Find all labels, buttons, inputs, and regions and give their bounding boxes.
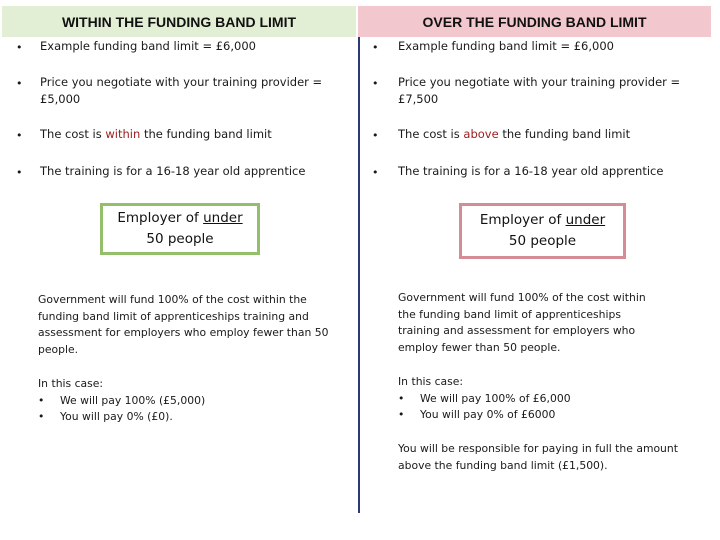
left-price-line2: £5,000	[40, 92, 81, 106]
left-cost-highlight: within	[105, 127, 141, 141]
right-cost-row	[398, 126, 708, 143]
left-row-4-bullet: •	[16, 166, 23, 179]
right-row-3-bullet: •	[372, 129, 379, 142]
left-case-item-2	[38, 409, 330, 426]
right-case-block	[398, 374, 690, 424]
left-price-line1: Price you negotiate with your training provider =	[40, 75, 323, 89]
left-employer-underlined: under	[203, 210, 243, 226]
right-employer-box	[459, 203, 626, 259]
right-case-item-2-text: You will pay 0% of £6000	[420, 408, 556, 421]
left-employer-box	[100, 203, 260, 255]
right-training-row: The training is for a 16-18 year old apprentice	[398, 164, 664, 178]
right-case-item-1-text: We will pay 100% of £6,000	[420, 391, 571, 405]
right-employer-underlined: under	[565, 212, 606, 228]
right-case-item-1	[398, 391, 690, 408]
right-row-2-bullet: •	[372, 77, 379, 90]
right-price-row	[398, 74, 713, 108]
left-employer-line1	[117, 208, 242, 229]
right-case-item-2	[398, 407, 690, 424]
right-price-line1: Price you negotiate with your training provider =	[398, 75, 681, 89]
left-case-title: In this case:	[38, 377, 104, 390]
right-case-title: In this case:	[398, 375, 464, 388]
right-case-item-1-bullet: •	[398, 391, 405, 405]
right-cost-post: the funding band limit	[498, 127, 631, 141]
left-cost-pre: The cost is	[40, 127, 106, 141]
left-case-item-2-bullet: •	[38, 410, 45, 423]
right-employer-line1	[480, 210, 605, 231]
left-case-item-1-bullet: •	[38, 393, 45, 407]
left-case-block	[38, 376, 330, 426]
left-column-header: WITHIN THE FUNDING BAND LIMIT	[2, 6, 356, 37]
right-responsibility-text: You will be responsible for paying in full the amount above the funding band limit (£1,500).	[398, 442, 678, 472]
left-government-text: Government will fund 100% of the cost within the funding band limit of apprenticeships training and assessment for employers who employ fewer than 50 people.	[38, 293, 329, 356]
left-row-3-bullet: •	[16, 129, 23, 142]
right-employer-line2: 50 people	[508, 233, 577, 249]
right-price-line2: £7,500	[398, 92, 439, 106]
left-cost-post: the funding band limit	[140, 127, 272, 141]
left-training-row: The training is for a 16-18 year old apprentice	[40, 164, 306, 178]
left-funding-limit-row: Example funding band limit = £6,000	[40, 39, 256, 53]
right-column-header: OVER THE FUNDING BAND LIMIT	[358, 6, 711, 37]
left-cost-row	[40, 126, 345, 143]
right-funding-limit-row: Example funding band limit = £6,000	[398, 39, 614, 53]
left-employer-line2: 50 people	[146, 231, 214, 247]
left-row-1-bullet: •	[16, 41, 23, 54]
left-employer-prefix: Employer of	[117, 210, 204, 226]
right-case-item-2-bullet: •	[398, 408, 405, 421]
left-case-item-2-text: You will pay 0% (£0).	[60, 410, 173, 423]
left-row-2-bullet: •	[16, 77, 23, 90]
right-cost-pre: The cost is	[398, 127, 464, 141]
left-case-item-1	[38, 393, 330, 410]
column-divider	[358, 37, 360, 513]
right-row-4-bullet: •	[372, 166, 379, 179]
right-employer-prefix: Employer of	[479, 212, 566, 228]
left-price-row	[40, 74, 350, 108]
right-cost-highlight: above	[463, 127, 499, 141]
right-row-1-bullet: •	[372, 41, 379, 54]
left-case-item-1-text: We will pay 100% (£5,000)	[60, 393, 206, 407]
right-government-text: Government will fund 100% of the cost within the funding band limit of apprenticeships training and assessment for employers who employ fewer than 50 people.	[398, 291, 646, 354]
